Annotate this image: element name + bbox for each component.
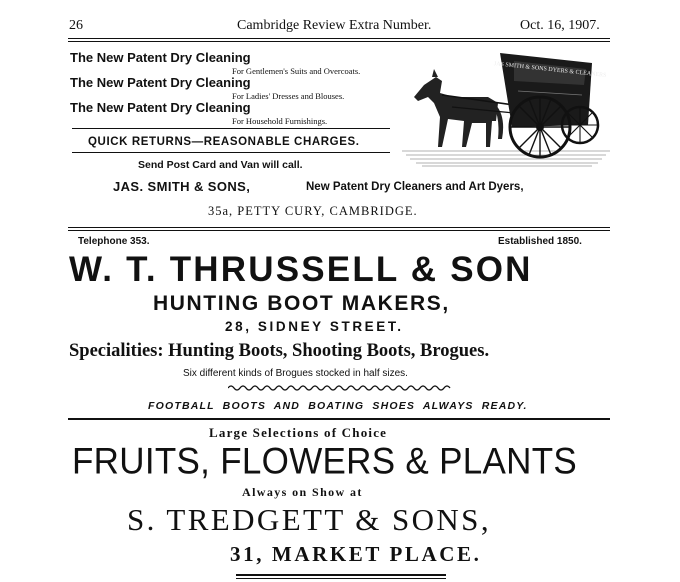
wavy-ornament-rule — [228, 384, 454, 392]
smith-firm-description: New Patent Dry Cleaners and Art Dyers, — [306, 181, 524, 193]
tagline-rule-bottom — [72, 152, 390, 153]
tredgett-name: S. TREDGETT & SONS, — [127, 502, 491, 537]
service-detail-1: For Gentlemen's Suits and Overcoats. — [232, 66, 361, 76]
tredgett-show-line: Always on Show at — [242, 485, 363, 499]
thrussell-address: 28, SIDNEY STREET. — [225, 319, 404, 334]
bottom-rule-top — [236, 574, 446, 576]
header-rule-top — [68, 38, 610, 39]
bottom-rule-bottom — [236, 578, 446, 579]
horse-van-illustration — [402, 47, 610, 169]
divider-rule-2 — [68, 418, 610, 420]
tredgett-address: 31, MARKET PLACE. — [230, 542, 482, 566]
telephone-number: Telephone 353. — [78, 236, 150, 247]
service-title-3: The New Patent Dry Cleaning — [70, 100, 251, 115]
smith-tagline: QUICK RETURNS—REASONABLE CHARGES. — [88, 136, 360, 148]
van-lettering-line-1: JAS SMITH & SONS DYERS & CLEANERS — [493, 61, 607, 79]
tredgett-intro: Large Selections of Choice — [209, 425, 388, 440]
issue-date: Oct. 16, 1907. — [520, 18, 600, 33]
tagline-rule-top — [72, 128, 390, 129]
thrussell-specialities: Specialities: Hunting Boots, Shooting Boots, Brogues. — [69, 341, 490, 361]
smith-firm-name: JAS. SMITH & SONS, — [113, 179, 251, 194]
postcard-note: Send Post Card and Van will call. — [138, 159, 303, 171]
service-detail-2: For Ladies' Dresses and Blouses. — [232, 91, 345, 101]
service-title-2: The New Patent Dry Cleaning — [70, 75, 251, 90]
service-title-1: The New Patent Dry Cleaning — [70, 50, 251, 65]
smith-address: 35a, PETTY CURY, CAMBRIDGE. — [208, 204, 418, 218]
thrussell-name: W. T. THRUSSELL & SON — [69, 250, 533, 289]
thrussell-trade: HUNTING BOOT MAKERS, — [153, 292, 450, 315]
page-number: 26 — [69, 18, 83, 33]
football-boots-line: FOOTBALL BOOTS AND BOATING SHOES ALWAYS READY. — [148, 400, 528, 412]
divider-rule-1a — [68, 227, 610, 228]
publication-title: Cambridge Review Extra Number. — [237, 18, 432, 33]
brogues-note: Six different kinds of Brogues stocked in half sizes. — [183, 368, 408, 379]
service-detail-3: For Household Furnishings. — [232, 116, 328, 126]
header-rule-bottom — [68, 41, 610, 42]
established-year: Established 1850. — [498, 236, 582, 247]
divider-rule-1b — [68, 230, 610, 231]
tredgett-headline: FRUITS, FLOWERS & PLANTS — [72, 441, 578, 482]
